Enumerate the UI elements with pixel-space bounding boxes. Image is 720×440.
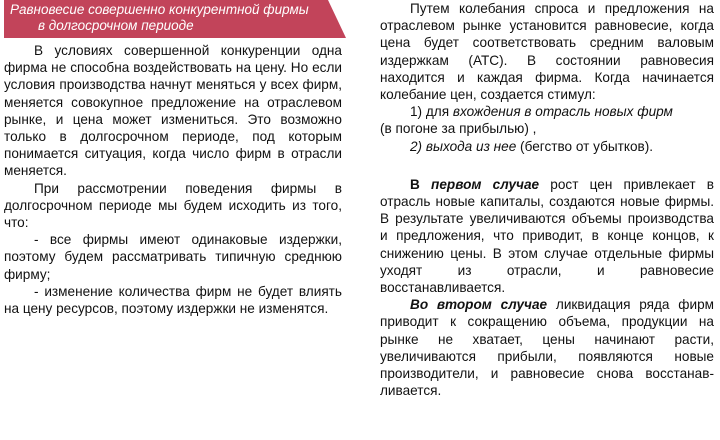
left-paragraph-3: - все фирмы имеют одинаковые издержки, поэтому будем рассматривать типичную среднюю фирму; [4, 232, 342, 282]
title-line-2: в долгосрочном периоде [38, 18, 194, 33]
right-paragraph-3-body: ликвидация ряда фирм приводит к сокращению объема, продукции на рынке не хватает, цены начинают расти, увеличиваются прибыли, появляются новые производители, и равновесие снова восстанав-ливается. [380, 297, 714, 399]
list-item-2-italic: 2) выхода из нее [410, 138, 517, 154]
right-paragraph-2 [380, 176, 714, 296]
left-paragraph-4: - изменение количества фирм не будет влиять на цену ресурсов, поэтому издержки не изменятся. [4, 283, 342, 317]
title-line-1: Равновесие совершенно конкурентной фирмы [10, 2, 309, 17]
right-column [380, 0, 714, 399]
title-banner [4, 0, 346, 38]
list-item-1-italic: вхождения в отрасль новых фирм [452, 104, 673, 120]
left-paragraph-2: При рассмотрении поведения фирмы в долгосрочном периоде мы будем исходить из того, что: [4, 180, 342, 231]
right-paragraph-2-emphasis: первом случае [431, 176, 540, 192]
right-paragraph-3-emphasis: Во втором случае [410, 297, 548, 313]
right-paragraph-2-body: рост цен привлекает в отрасль новые капиталы, создаются новые фирмы. В результате увеличиваются объемы производства и предложения, что приводит, в конце концов, к снижению цены. В этом случае отдельные фирмы уходят из отрасли, и равновесие восстанавливается. [380, 176, 715, 296]
list-item-1-continuation: (в погоне за прибылью) , [380, 121, 537, 137]
list-item-1 [380, 103, 714, 120]
right-paragraph-3 [380, 296, 714, 399]
list-item-2 [380, 138, 714, 155]
left-column [4, 0, 344, 317]
left-text-block [4, 42, 342, 317]
list-item-1-number: 1) для [410, 104, 453, 120]
spacer [380, 155, 714, 172]
left-paragraph-1: В условиях совершенной конкуренции одна фирма не способна воздействовать на цену. Но если условия производства начнут меняться у всех фирм, меняется совокупное предложение на отраслевом рынке, и цена может измениться. Это возможно только в долгосрочном периоде, под которым понимается ситуация, когда число фирм в отрасли меняется. [4, 43, 342, 179]
right-paragraph-2-lead: В [410, 176, 432, 192]
list-item-2-rest: (бегство от убытков). [516, 138, 654, 154]
right-paragraph-1: Путем колебания спроса и предложения на отраслевом рынке установится равновесие, когда цена будет соответствовать средним валовым издержкам (АТС). В состоянии равновесия находится и каждая фирма. Когда начинается колебание цен, создается стимул: [380, 1, 714, 103]
